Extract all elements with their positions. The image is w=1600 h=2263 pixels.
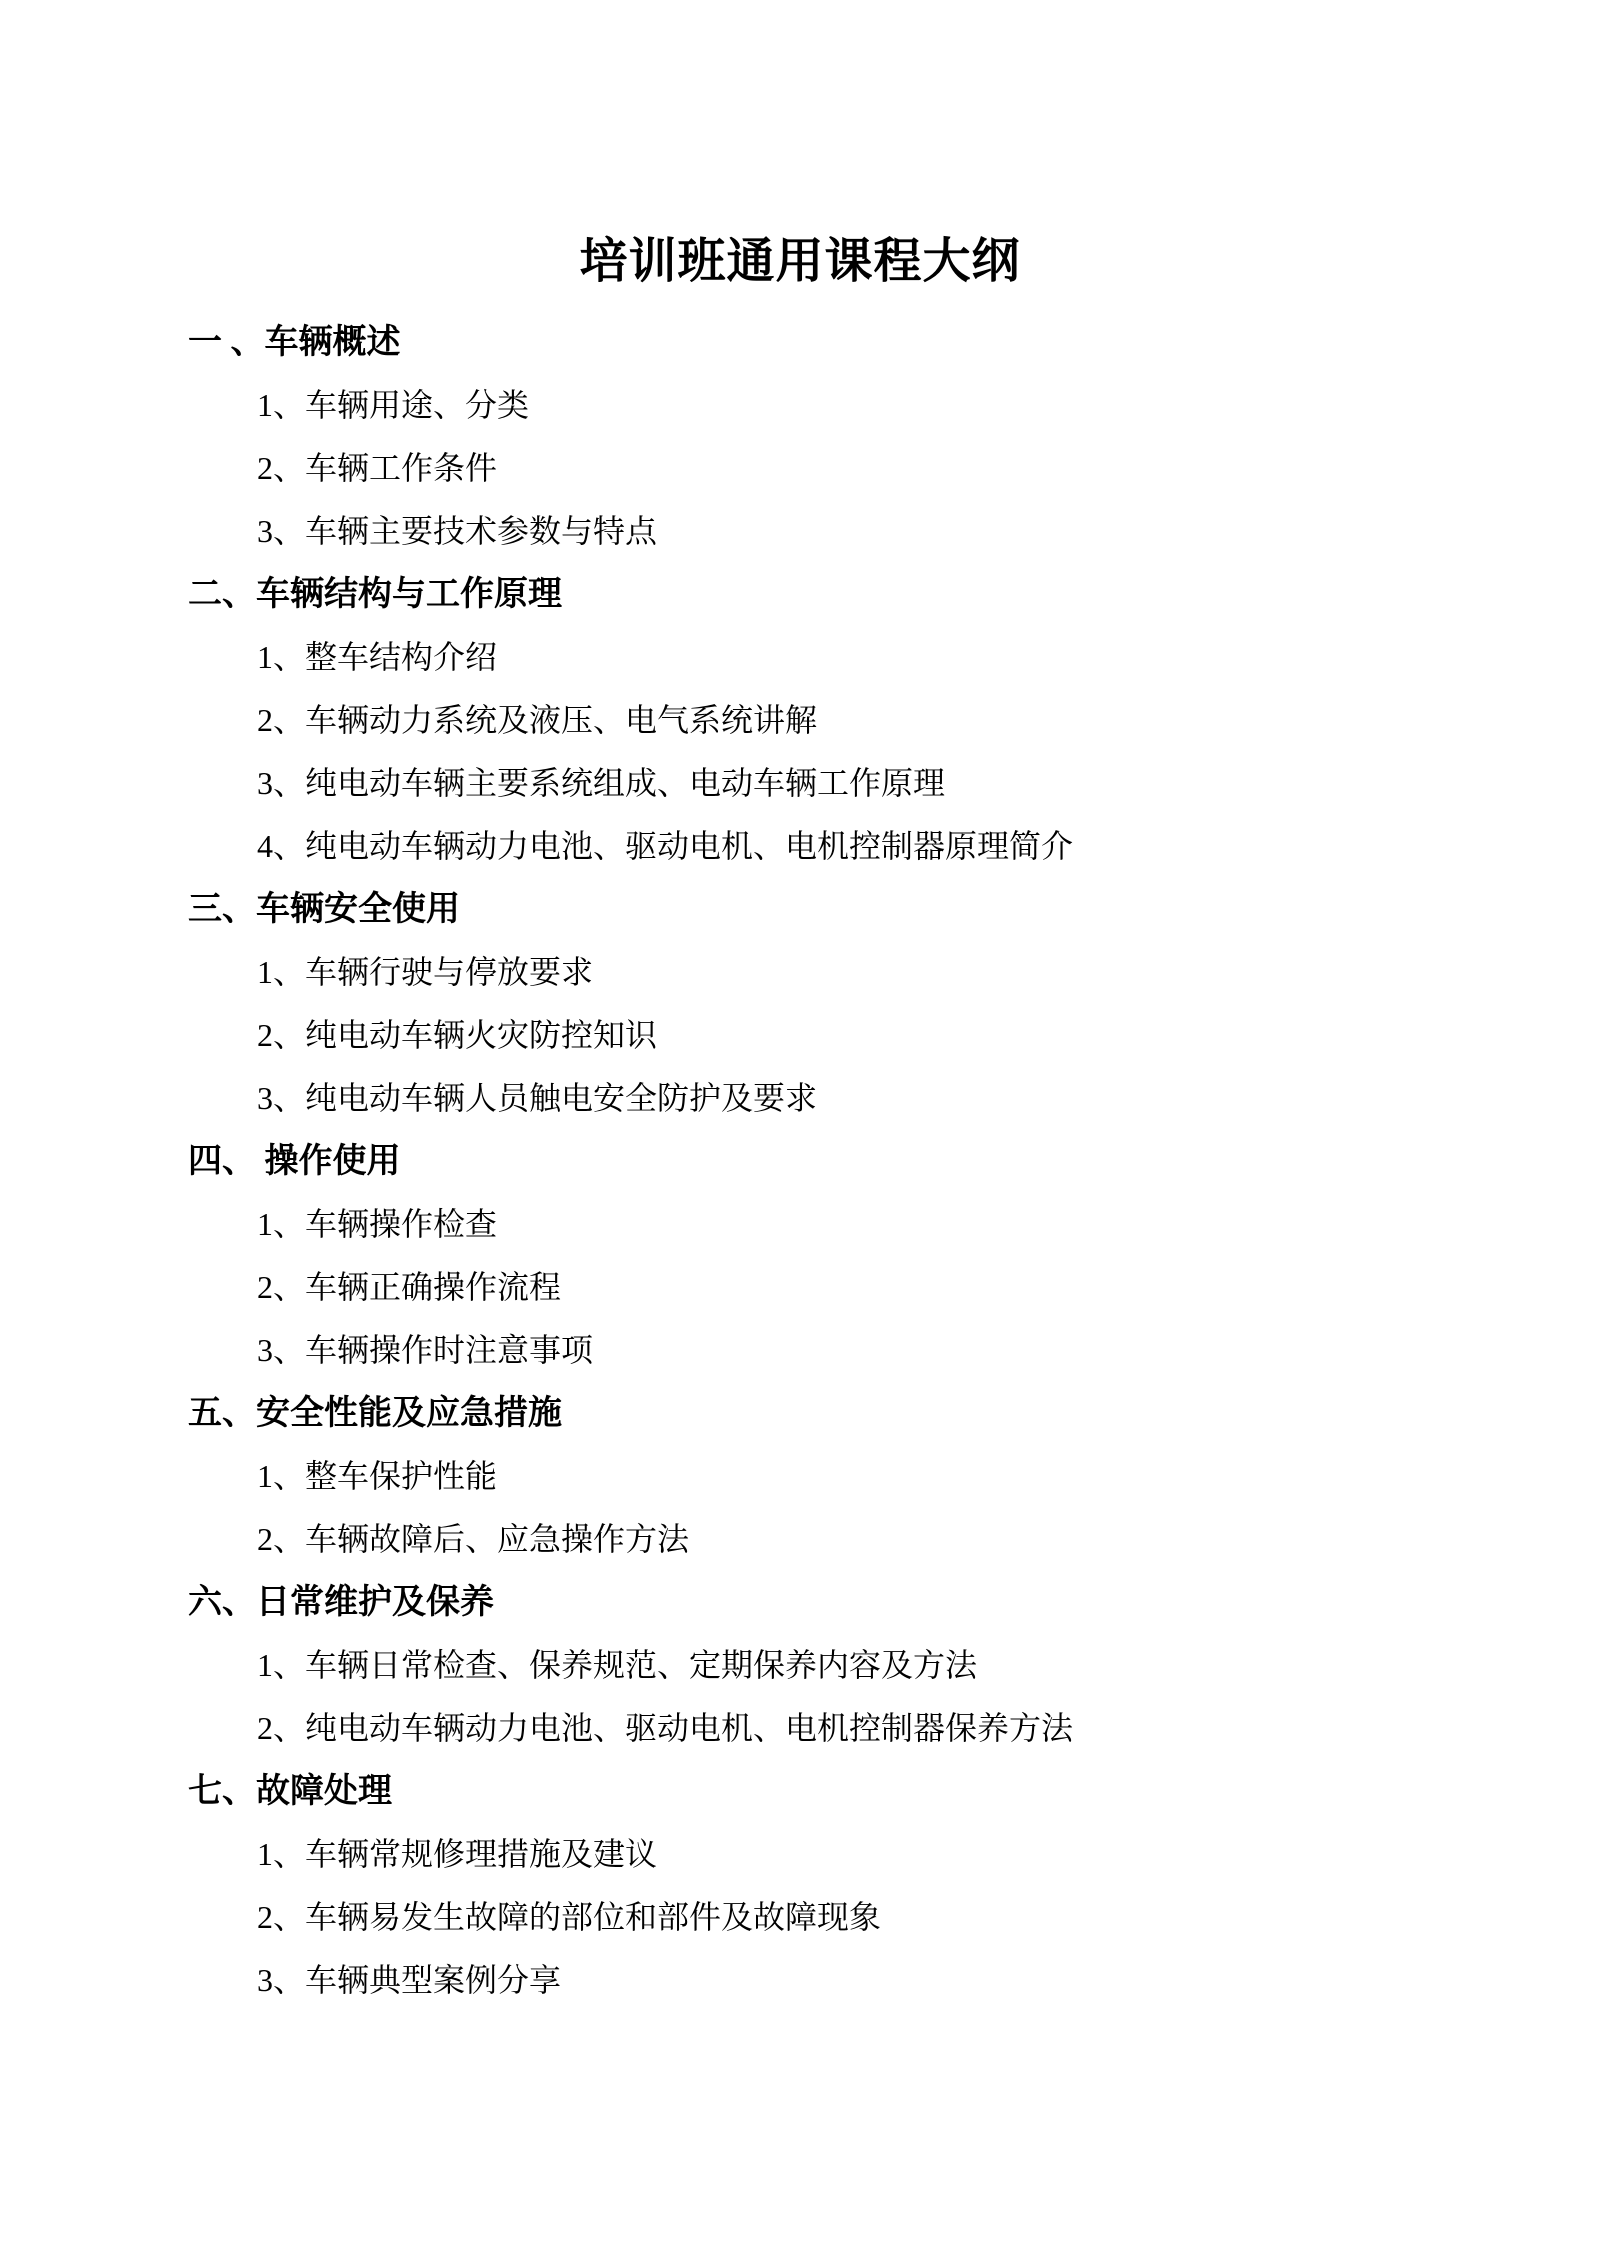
outline-item: 4、纯电动车辆动力电池、驱动电机、电机控制器原理简介 (257, 827, 1074, 864)
outline-section-4 (0, 1130, 1600, 1382)
section-heading: 三、车辆安全使用 (188, 890, 460, 928)
outline-item: 2、纯电动车辆动力电池、驱动电机、电机控制器保养方法 (257, 1709, 1074, 1746)
outline-section-6 (0, 1571, 1600, 1760)
course-outline (0, 311, 1600, 2012)
outline-item: 2、纯电动车辆火灾防控知识 (257, 1016, 658, 1053)
outline-item: 1、车辆行驶与停放要求 (257, 953, 594, 990)
outline-item: 3、纯电动车辆主要系统组成、电动车辆工作原理 (257, 764, 946, 801)
outline-item: 2、车辆正确操作流程 (257, 1268, 562, 1305)
outline-item: 1、车辆常规修理措施及建议 (257, 1835, 658, 1872)
section-heading: 四、 操作使用 (188, 1142, 401, 1180)
outline-item: 1、车辆用途、分类 (257, 386, 530, 423)
outline-item: 1、整车结构介绍 (257, 638, 498, 675)
outline-section-1 (0, 311, 1600, 563)
outline-item: 1、车辆操作检查 (257, 1205, 498, 1242)
section-heading: 七、故障处理 (188, 1772, 392, 1810)
outline-item: 1、整车保护性能 (257, 1457, 498, 1494)
section-heading: 二、车辆结构与工作原理 (188, 575, 562, 613)
section-heading: 五、安全性能及应急措施 (188, 1394, 562, 1432)
outline-item: 3、纯电动车辆人员触电安全防护及要求 (257, 1079, 818, 1116)
section-heading: 一 、车辆概述 (188, 323, 401, 361)
outline-item: 3、车辆主要技术参数与特点 (257, 512, 658, 549)
outline-item: 2、车辆动力系统及液压、电气系统讲解 (257, 701, 818, 738)
outline-item: 2、车辆故障后、应急操作方法 (257, 1520, 690, 1557)
section-heading: 六、日常维护及保养 (188, 1583, 494, 1621)
outline-item: 2、车辆工作条件 (257, 449, 498, 486)
outline-section-2 (0, 563, 1600, 878)
outline-section-5 (0, 1382, 1600, 1571)
outline-section-7 (0, 1760, 1600, 2012)
document-title: 培训班通用课程大纲 (579, 235, 1021, 288)
outline-item: 1、车辆日常检查、保养规范、定期保养内容及方法 (257, 1646, 978, 1683)
outline-item: 3、车辆操作时注意事项 (257, 1331, 594, 1368)
outline-item: 2、车辆易发生故障的部位和部件及故障现象 (257, 1898, 882, 1935)
outline-item: 3、车辆典型案例分享 (257, 1961, 562, 1998)
outline-section-3 (0, 878, 1600, 1130)
